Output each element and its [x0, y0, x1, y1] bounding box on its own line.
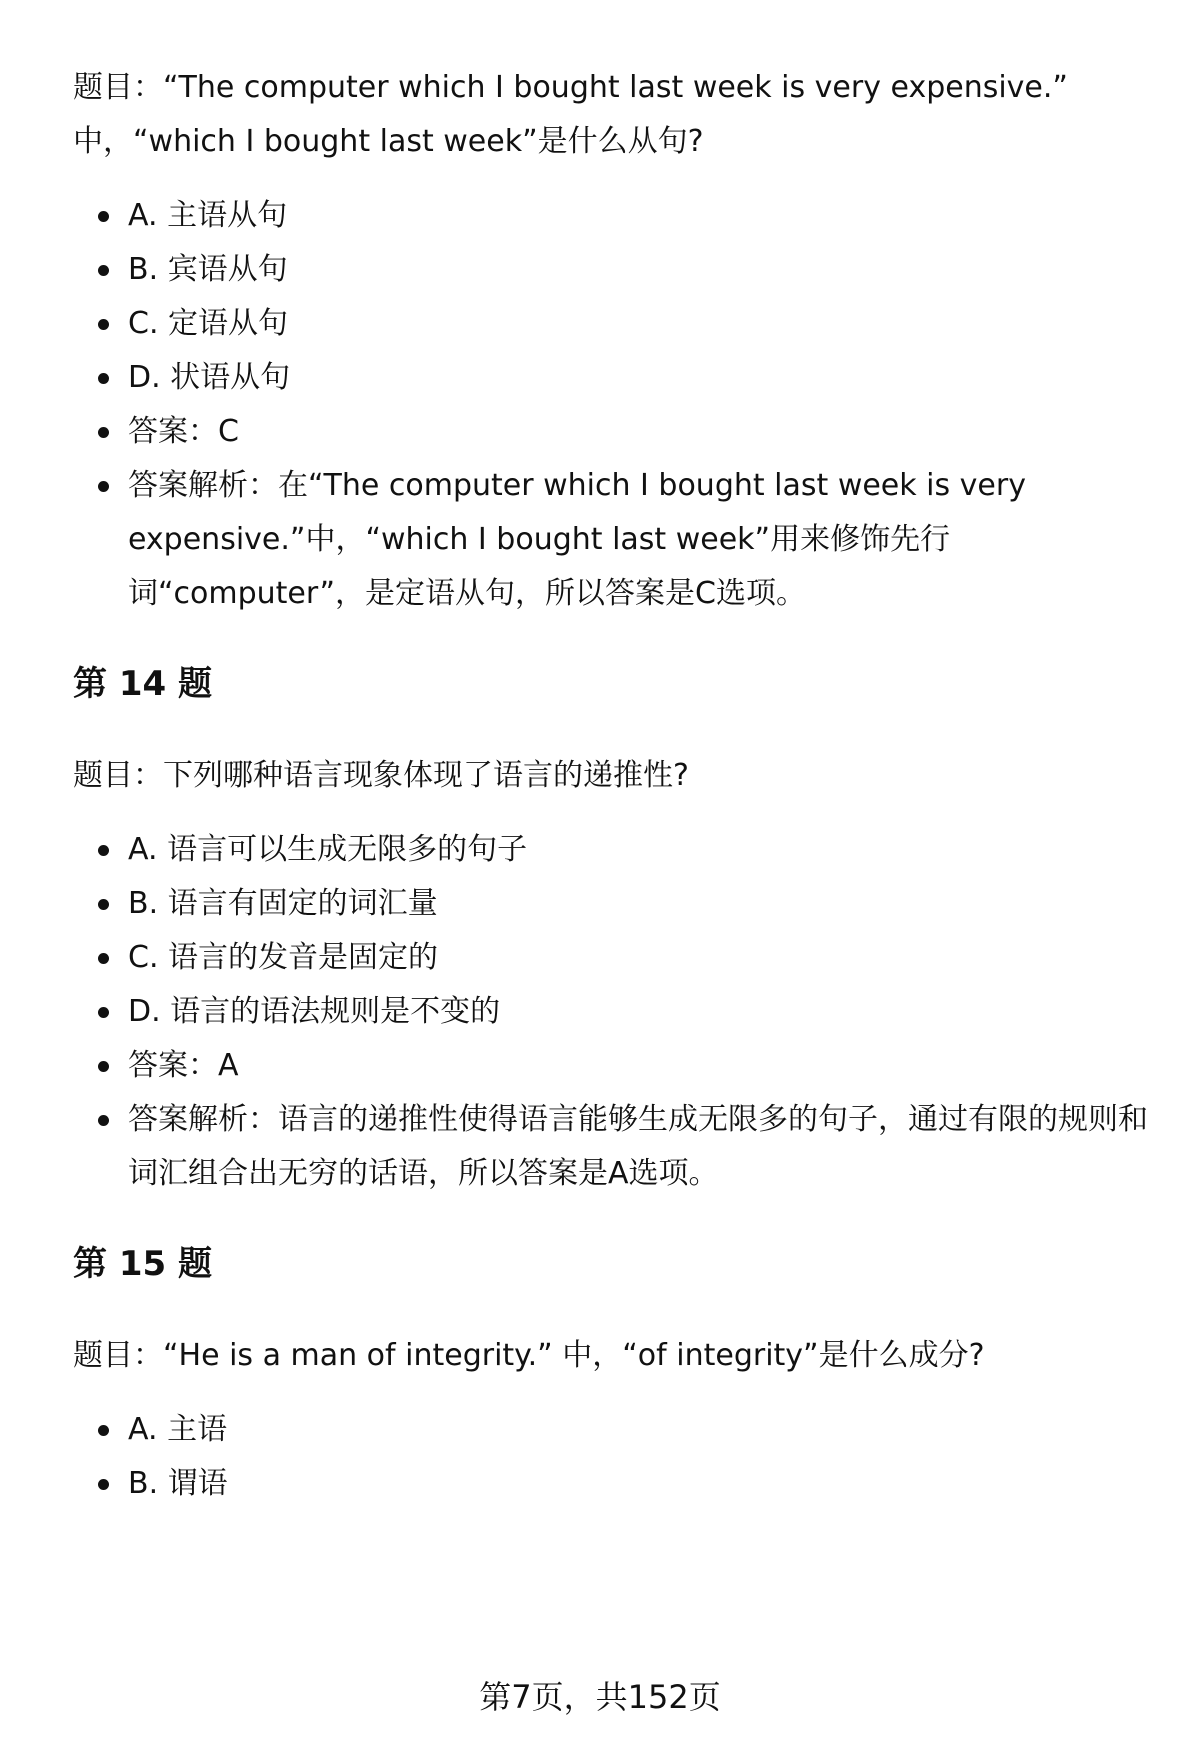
option-label: A. 主语 — [128, 1412, 228, 1447]
bullet-icon — [98, 899, 109, 910]
option-label: B. 谓语 — [128, 1466, 228, 1501]
bullet-icon — [98, 265, 109, 276]
q13-stem-line1: 题目：“The computer which I bought last week is very expensive.” — [73, 70, 1068, 105]
q14-heading: 第 14 题 — [73, 664, 212, 704]
q13-option-d — [0, 358, 1200, 398]
bullet-icon — [98, 481, 109, 492]
q13-option-b — [0, 250, 1200, 290]
q14-answer — [0, 1046, 1200, 1086]
bullet-icon — [98, 427, 109, 438]
bullet-icon — [98, 1479, 109, 1490]
explanation-line1: 答案解析：语言的递推性使得语言能够生成无限多的句子，通过有限的规则和 — [128, 1102, 1148, 1137]
bullet-icon — [98, 1061, 109, 1072]
q14-option-d — [0, 992, 1200, 1032]
q14-option-b — [0, 884, 1200, 924]
bullet-icon — [98, 1115, 109, 1126]
q15-stem: 题目：“He is a man of integrity.” 中，“of integrity”是什么成分? — [73, 1338, 985, 1373]
bullet-icon — [98, 845, 109, 856]
bullet-icon — [98, 953, 109, 964]
q13-explanation-line2: expensive.”中，“which I bought last week”用来修饰先行 — [128, 522, 951, 557]
q14-stem: 题目：下列哪种语言现象体现了语言的递推性? — [73, 758, 689, 793]
q13-option-c — [0, 304, 1200, 344]
option-label: A. 主语从句 — [128, 198, 288, 233]
q13-answer — [0, 412, 1200, 452]
option-label: A. 语言可以生成无限多的句子 — [128, 832, 528, 867]
option-label: C. 定语从句 — [128, 306, 289, 341]
bullet-icon — [98, 373, 109, 384]
q15-heading: 第 15 题 — [73, 1244, 212, 1284]
bullet-icon — [98, 1425, 109, 1436]
option-label: D. 语言的语法规则是不变的 — [128, 994, 501, 1029]
option-label: B. 宾语从句 — [128, 252, 288, 287]
q13-explanation-line3: 词“computer”，是定语从句，所以答案是C选项。 — [128, 576, 806, 611]
q15-option-b — [0, 1464, 1200, 1504]
q13-stem-line2: 中，“which I bought last week”是什么从句? — [73, 124, 704, 159]
explanation-line1: 答案解析：在“The computer which I bought last week is very — [128, 468, 1026, 503]
option-label: C. 语言的发音是固定的 — [128, 940, 439, 975]
page-indicator: 第7页，共152页 — [479, 1678, 721, 1716]
bullet-icon — [98, 1007, 109, 1018]
answer-label: 答案：C — [128, 414, 239, 449]
q15-option-a — [0, 1410, 1200, 1450]
bullet-icon — [98, 211, 109, 222]
bullet-icon — [98, 319, 109, 330]
answer-label: 答案：A — [128, 1048, 239, 1083]
q13-explanation — [0, 466, 1200, 506]
q13-option-a — [0, 196, 1200, 236]
option-label: D. 状语从句 — [128, 360, 291, 395]
q14-explanation — [0, 1100, 1200, 1140]
q14-explanation-line2: 词汇组合出无穷的话语，所以答案是A选项。 — [128, 1156, 719, 1191]
q14-option-c — [0, 938, 1200, 978]
option-label: B. 语言有固定的词汇量 — [128, 886, 438, 921]
q14-option-a — [0, 830, 1200, 870]
